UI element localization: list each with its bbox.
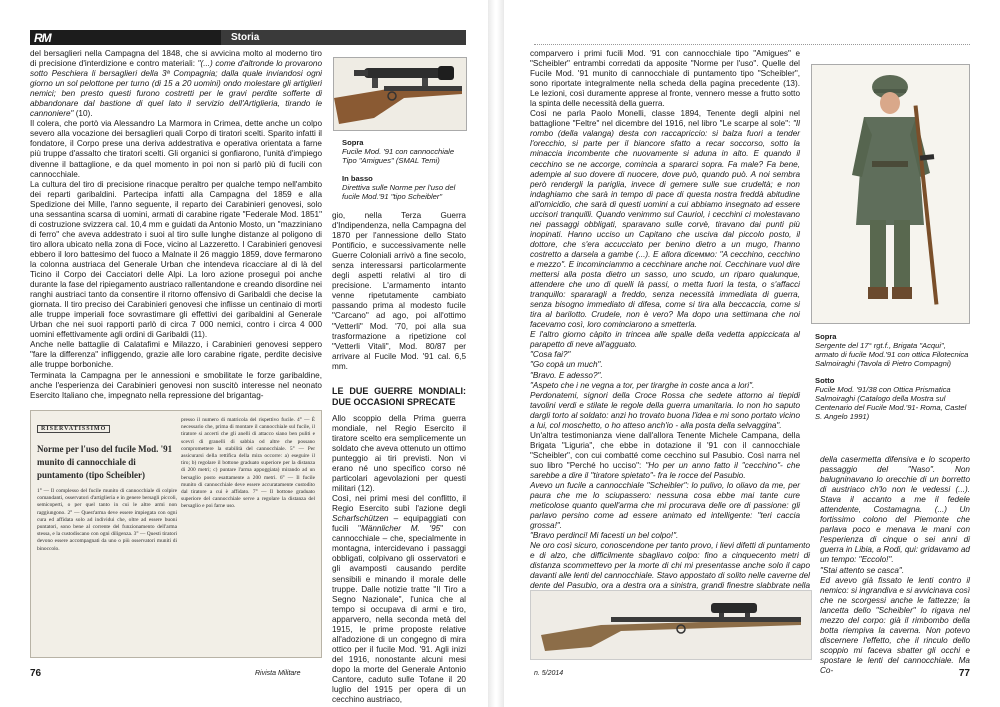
rifle-photo-amigues: [333, 57, 467, 131]
page-number: 76: [30, 668, 42, 679]
right-column-1: [530, 49, 810, 632]
section-header: [30, 30, 466, 45]
paragraph: "Stai attento se casca".: [820, 565, 905, 575]
header-rule: [534, 44, 970, 45]
issue-number: n. 5/2014: [534, 670, 564, 677]
directive-document-image: [30, 410, 322, 658]
paragraph: Terminata la Campagna per le annessioni e smobilitate le forze garibaldine, anche l'esperienza dei Carabinieri genovesi non suscitò interesse nel neonato Esercito Italiano che, impegnato nella repressione del brigantag-: [30, 370, 322, 400]
paragraph: Ed avevo già fissato le lenti contro il nemico: si ingrandiva e si avvicinava così che ne scorgessi anche le fattezze; la lancetta dello "Scheibler" lo rigava nel mezzo del corpo: già il rimbombo della botta riempiva la caverna. Non potevo discernere l'effetto, che il rinculo dello scoppio mi faceva sbatter gli occhi e spostare le lenti del cannocchiale. Ma Co-: [820, 575, 970, 675]
document-left-column: [37, 417, 177, 553]
magazine-name: Rivista Militare: [255, 670, 301, 677]
section-subheading: LE DUE GUERRE MONDIALI: DUE OCCASIONI SPRECATE: [332, 385, 466, 407]
paragraph: Avevo un fucile a cannocchiale "Scheibler": lo pulivo, lo oliavo da me, per paura che me lo sciupassero: nessuna cosa ebbe mai tante cure meticolose quanto quell'arma che mi procurava delle ore di passione: gli parlavo persino come ad essere animato ed intelligente: "teri caccia grossa!".: [530, 481, 800, 531]
paragraph: comparvero i primi fucili Mod. '91 con cannocchiale tipo "Amigues" e "Scheibler" entrambi corredati da apposite "Norme per l'uso". Quelle del Fucile Mod. '91 munito di cannocchiale di puntamento tipo "Scheibler", sono riportate integralmente nella scheda della pagina precedente (13). Le lezioni, così duramente apprese al fronte, vennero messe a frutto sotto la spinta delle necessità della guerra.: [530, 49, 800, 109]
paragraph: Anche nelle battaglie di Calatafimi e Milazzo, i Carabinieri genovesi seppero "fare la differenza" infliggendo, grazie alle loro carabine rigate, perdite decisive alle truppe borboniche.: [30, 340, 322, 370]
magazine-logo: RM: [34, 31, 51, 45]
soldier-figure: [812, 65, 969, 323]
right-column-2: [820, 455, 970, 676]
paragraph: "Aspeto che i ne vegna a tor, per tirarghe in coste anca a lori".: [530, 380, 755, 390]
paragraph: Così ne parla Paolo Monelli, classe 1894, Tenente degli alpini nel battaglione "Feltre" nel dicembre del 1916, nel libro "Le scarpe al sole": "Il rombo (della valanga) desta con raccapriccio: si balza fuori a tender l'orecchio, si parte per il biancore sfatto a recar soccorso, sotto la minaccia incombente che nuovamente si aduna in alto. E quando il cecchino se ne accorge, comincia a spararci sopra. Fa male? Fa bene, adempie al suo dovere di nuocere, dove può, quando può. A noi sembra però rendergli la pariglia, invece di gemere sulle sue crudeltà; e non indaghiamo che sarà in tempo di pace di questa nostra freddà abitudine all'omicidio, che sarà di questi uomini a cui abbiamo insegnato ad essere uccisori tranquilli. Quando venimmo sul Cauriol, i cecchini ci molestavano nei passaggi obbligati, sparavano sulle corvè, tiravano dai punti più inopinati. Hanno ucciso un Capitano che usciva dal piccolo posto, il dottore, che s'era accucciato per benino dietro a un mugo, l'hanno costretto a darsela a gambe (...). E allora diceммо: "A cecchino, cecchino e mezzo". E incominciammo a cecchinare anche noi. Cecchinare vuol dire mettersi alla posta dietro un sasso, uno scudo, un riparo qualunque, attendere che uno di quelli là passi, o metta fuori la testa, o s'affacci tranquillo: spararagli a freddo, senza necessità immediata di guerra, senza bisogno immediato di difesa, come si tira alla beccaccia, come si tira al barilotto. Crudele, non è vero? Ma dopo una settimana che noi facevamo così, loro cominciarono a smetterla.: [530, 109, 800, 330]
rifle-9138-illustration: [531, 591, 811, 659]
paragraph: Un'altra testimonianza viene dall'allora Tenente Michele Campana, della Brigata "Liguria", che ebbe in dotazione il '91 con il cannocchiale "Scheibler", con cui combatté come cecchino sul Pasubio. Così narra nel suo libro "Perché ho ucciso": "Ho per un anno fatto il "cecchino"- che sarebbe a dire il "tiratore spietato"- fra le rocce del Pasubio.: [530, 430, 801, 480]
paragraph: del bersaglieri nella Campagna del 1848, che si avvicina molto al moderno tiro di precisione d'interdizione e contro materiali: "(...) come d'altronde lo provarono sotto Peschiera li bersaglieri della 3ª Compagnia; dalla quale inviandosi ogni giorno un sol pelottone per turno (di 15 a 20 uomini) ondo molestare gli artiglieri nemici; ben presto questi furono costretti per le gravi perdite sofferte di abbandonare dal bastione di quel lato il servizio dell'Artiglieria, tirando le cannoniere" (10).: [30, 49, 322, 119]
paragraph: "Cosa fai?": [530, 350, 571, 360]
paragraph: "Bravo perdinci! Mi facesti un bel colpo!".: [530, 531, 679, 541]
illustration-caption: Sopra Sergente del 17° rgt.f., Brigata "Acqui", armato di fucile Mod.'91 con ottica Filotecnica Salmoiraghi (Tavola di Pietro Compagni) Sotto Fucile Mod. '91/38 con Ottica Prismatica Salmoiraghi (Catalogo della Mostra sul Centenario del Fucile Mod.'91- Roma, Castel S. Angelo 1991): [815, 332, 969, 421]
paragraph: Ne oro così sicuro, conoscendone per tanto provo, i lievi difetti di puntamento e di alzo, che difficilmente sbagliavo colpo: fino a cinquecento metri di distanza scommettevo per la morte di chi mi presentasse anche solo il capo davanti alle lenti del cannocchiale. Stavo appostato di solito nelle caverne del dente del Pasubio, ora a destra ora a sinistra, grandi finestre slabbrate nella: [530, 541, 810, 591]
paragraph: Perdonatemi, signori della Croce Rossa che sedete attorno ai tiepidi tavolini verdi e stilate le regole della guerra umanitaria. Io non ho saputo dargli torto al soldato: anzi ho trovato buona l'idea e mi sono portato vicino a lui, col moschetto, o ho atteso anch'io - alla posta della selvaggina".: [530, 390, 800, 430]
paragraph: E l'altro giorno càpito in trincea alle spalle della vedetta appiccicata al parapetto di neve all'agguato.: [530, 330, 800, 350]
paragraph: Il colera, che portò via Alessandro La Marmora in Crimea, dette anche un colpo severo alla vocazione dei bersaglieri quali Corpo di tiratori scelti. Sparito infatti il fondatore, il Corpo prese una deriva addestrativa e operativa orientata a farne più truppe d'assalto che tiratori scelti. Gli organici si gonfiarono, l'unità d'impiego divenne il battaglione, e da quel momento in poi non si parlò più di fucili con cannocchiale.: [30, 119, 322, 179]
paragraph: Allo scoppio della Prima guerra mondiale, nel Regio Esercito il tiratore scelto era semplicemente un soldato che aveva ottenuto un ottimo punteggio ai tiri previsti. Non vi erano né uno specifico corso né particolari agevolazioni per questi militari (12).: [332, 413, 466, 494]
paragraph: gio, nella Terza Guerra d'Indipendenza, nella Campagna del 1870 per l'annessione dello Stato Pontificio, e successivamente nelle Guerre Coloniali arrivò a fine secolo, senza interessarsi particolarmente degli aspetti relativi al tiro di precisione. L'armamento intanto venne ripetutamente cambiato passando prima al modesto fucile "Carcano" ad ago, poi all'ottimo "Vetterli" Mod. '70, poi alla sua trasformazione a ripetizione col "Vetterli Vitali", Mod. 80/87 per arrivare al Fucile Mod. '91 cal. 6,5 mm.: [332, 211, 466, 371]
paragraph: "Go copà un much".: [530, 360, 603, 370]
left-column-2: [332, 211, 466, 705]
rifle-photo-91-38: [530, 590, 812, 660]
left-page: [0, 0, 488, 707]
paragraph: della casermetta difensiva e lo scoperto passaggio del "Naso". Non balugninavano lo orecchie di un borretto di austriaco ch'lo non le vedessi (...). Stava il accanto a me il fedele attendente, Costamagna. (...) Un fortissimo colono del Piemonte che parlava poco e menava le mani con l'esperienza di cinque o sei anni di guerra in Libia, a Rodi, qui: gridavamo ad un tempo: "Eccolo!".: [820, 455, 970, 565]
rifle-scope-illustration: [334, 58, 466, 130]
paragraph: Così, nei primi mesi del conflitto, il Regio Esercito subì l'azione degli Scharfschützen – equipaggiati con fucili "Männlicher M. '95" con cannocchiale – che, specialmente in montagna, intercidevano i passaggi obbligati, colpivano gli osservatori e gli avamposti causando perdite sensibili e minando il morale delle truppe. Dalle notizie tratte "Il Tiro a Segno Nazionale", l'unica che al tempo si occupava di armi e tiro, apparvero, nella seconda metà del 1915, le prime proposte relative all'adozione di un congegno di mira ottico per il fucile Mod. '91. Agli inizi del 1916, nonostante alcuni mesi dopo la morte del Generale Antonio Cantore, caduto sulle Tofane il 20 luglio del 1915 per opera di un cecchino austriaco,: [332, 494, 466, 705]
paragraph: La cultura del tiro di precisione rinacque peraltro per qualche tempo nell'ambito dei reparti garibaldini. Partecipa infatti alla Campagna del 1859 e alla Spedizione dei Mille, l'anno seguente, il reparto dei Carabinieri genovesi, solo una sessantina scarsa di uomini, armati di carabine rigate "Federale Mod. 1851" di costruzione svizzera cal. 10,4 mm e guidati da Antonio Mosto, un "mazziniano di ferro" che aveva addestrato i suoi al tiro sulle lunghe distanze al poligono di tiro allora ubicato nella zona di Foce, vicino al Lazzeretto. I Carabinieri genovesi ebbero il loro battesimo del fuoco a Malnate il 26 maggio 1859, dove fermarono la colonna austriaca del Generale Urban che intendeva ricacciare al di là del Ticino il Corpo dei Cacciatori delle Alpi. La loro azione proseguì poi anche durante la fase del ripiegamento austriaco rallentandone e creando disordine nei ranghi austriaci tanto da consentire il ritorno offensivo di Garibaldi che decise la giornata. Il tiro preciso dei Carabinieri genovesi che inflisse un centinaio di morti alle truppe imperiali foce sovrastimare gli effettivi dei garibaldini al Generale Urban che nei suoi rapporti parlò di circa 7 000 nemici, contro i circa 4 000 uomini effettivamente agli ordini di Garibaldi (11).: [30, 179, 322, 340]
paragraph: "Bravo. E adesso?".: [530, 370, 603, 380]
page-number: 77: [958, 668, 970, 679]
document-body: 1° — Il complesso del fucile munito di cannocchiale di colpire comandanti, osservatori d'artiglieria e in genere bersagli piccoli, semicoperti, o per quel tanto in cui le altre armi non raggiungono. 2° — Quest'arma deve essere impiegata con ogni cura ed affidata solo ad individui che, oltre ad essere buoni puntatori, sono bene al corrente del funzionamento dell'arma stessa, e la custodiscano con ogni diligenza. 3° — Questi tiratori devono essere accompagnati da uno o più osservatori muniti di binoccolo.: [37, 488, 177, 552]
confidential-stamp: RISERVATISSIMO: [37, 425, 110, 433]
soldier-illustration: [811, 64, 970, 324]
right-page: [504, 0, 1000, 707]
document-title: Norme per l'uso del fucile Mod. '91 munito di cannocchiale di puntamento (tipo Scheibler): [37, 444, 173, 480]
photo-caption: Sopra Fucile Mod. '91 con cannocchiale Tipo "Amigues" (SMAL Temi) In basso Direttiva sulle Norme per l'uso del fucile Mod.'91 "tipo Scheibler": [342, 138, 456, 201]
page-gutter: [488, 0, 504, 707]
document-right-column: presso il numero di matricola del rispettivo fucile. 4° — È necessario che, prima di montare il cannocchiale sul fucile, il tiratore si accerti che gli anelli di attacco siano ben puliti e scevri di granelli di sabbia od altre che possano compromettere la stabilità del cannocchiale. 5° — Per assicurarsi della rettifica della mira occorre: a) eseguire il tiro; b) regolare il bottone graduato superiore per la distanza di 200 metri; c) puntare l'arma appoggiata) mirando ad un bersaglio posto esattamente a 200 metri. 6° — Il fucile munito di cannocchiale deve essere accuratamente custodito dal tiratore a cui è affidato. 7° — Il bottone graduato superiore del cannocchiale serve a regolare la distanza del bersaglio e poi farne uso.: [181, 417, 315, 510]
left-column-1: [30, 49, 322, 401]
section-title: Storia: [221, 30, 466, 45]
